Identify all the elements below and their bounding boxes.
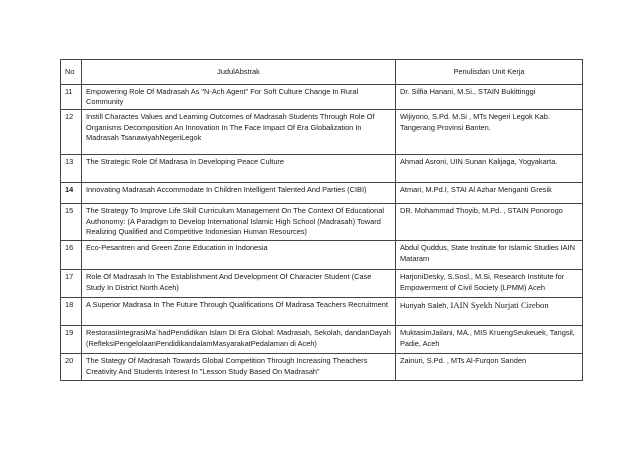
row-no: 14 xyxy=(61,183,82,204)
row-author: HarjoniDesky, S.Sosl., M.Si, Research Institute for Empowerment of Civil Society (LPMM) Aceh xyxy=(396,270,583,298)
row-no: 16 xyxy=(61,241,82,270)
row-no: 12 xyxy=(61,110,82,155)
table-row xyxy=(61,183,583,204)
table-header-row xyxy=(61,60,583,85)
row-author: Atmari, M.Pd.I, STAI Al Azhar Menganti Gresik xyxy=(396,183,583,204)
row-no: 18 xyxy=(61,298,82,326)
row-title: Role Of Madrasah In The Establishment And Development Of Character Student (Case Study In District North Aceh) xyxy=(82,270,396,298)
table-row xyxy=(61,85,583,110)
row-title: Empowering Role Of Madrasah As "N-Ach Agent" For Soft Culture Change In Rural Community xyxy=(82,85,396,110)
table-row xyxy=(61,204,583,241)
header-title: JudulAbstrak xyxy=(82,60,396,85)
row-title: Innovating Madrasah Accommodate In Children Intelligent Talented And Parties (CIBI) xyxy=(82,183,396,204)
table-row xyxy=(61,155,583,183)
row-title: A Superior Madrasa In The Future Through Qualifications Of Madrasa Teachers Recruitment xyxy=(82,298,396,326)
author-institution: IAIN Syekh Nurjati Cirebon xyxy=(450,300,549,311)
author-name: Huriyah Saleh, xyxy=(400,301,451,311)
row-no: 13 xyxy=(61,155,82,183)
row-author: Dr. Silfia Hanani, M.Si., STAIN Bukittinggi xyxy=(396,85,583,110)
header-author: Penulisdan Unit Kerja xyxy=(396,60,583,85)
row-author: DR. Mohammad Thoyib, M.Pd. , STAIN Ponorogo xyxy=(396,204,583,241)
row-author xyxy=(396,298,583,326)
row-no: 20 xyxy=(61,354,82,381)
abstract-table xyxy=(60,59,583,381)
table-row xyxy=(61,241,583,270)
row-no: 17 xyxy=(61,270,82,298)
table-row xyxy=(61,326,583,354)
header-no: No xyxy=(61,60,82,85)
table-row xyxy=(61,298,583,326)
row-author: Ahmad Asroni, UIN Sunan Kalijaga, Yogyakarta. xyxy=(396,155,583,183)
row-title: Eco-Pesantren and Green Zone Education in Indonesia xyxy=(82,241,396,270)
row-author: Zainuri, S.Pd. , MTs Al-Furqon Sanden xyxy=(396,354,583,381)
row-author: Wijiyono, S.Pd. M.Si , MTs Negeri Legok Kab. Tangerang Provinsi Banten. xyxy=(396,110,583,155)
row-author: Abdul Quddus, State Institute for Islamic Studies IAIN Mataram xyxy=(396,241,583,270)
row-author: MuktasimJailani, MA., MIS KruengSeukeuek, Tangsil, Padie, Aceh xyxy=(396,326,583,354)
row-no: 11 xyxy=(61,85,82,110)
row-title: The Stategy Of Madrasah Towards Global Competition Through Increasing Theachers Creativity And Students Interest In "Lesson Study Based On Madrasah" xyxy=(82,354,396,381)
row-no: 19 xyxy=(61,326,82,354)
table-row xyxy=(61,270,583,298)
row-title: RestorasiIntegrasiMa`hadPendidikan Islam Di Era Global: Madrasah, Sekolah, dandanDayah (RefleksiPengelolaanPendidikandalamMasyarakatPedalaman di Aceh) xyxy=(82,326,396,354)
row-title: The Strategic Role Of Madrasa In Developing Peace Culture xyxy=(82,155,396,183)
row-title: Instill Charactes Values and Learning Outcomes of Madrasah Students Through Role Of Organisms Decomposition An Innovation In The Face Impact Of Era Globalization In Madrasah TsanawiyahNegeriLegok xyxy=(82,110,396,155)
row-no: 15 xyxy=(61,204,82,241)
table-row xyxy=(61,354,583,381)
table-row xyxy=(61,110,583,155)
row-title: The Strategy To Improve Life Skill Curriculum Management On The Context Of Educational Authonomy: (A Paradigm to Develop International Islamic High School (Madrasah) Toward Realizing Qualified and Competitive Indonesian Human Resources) xyxy=(82,204,396,241)
